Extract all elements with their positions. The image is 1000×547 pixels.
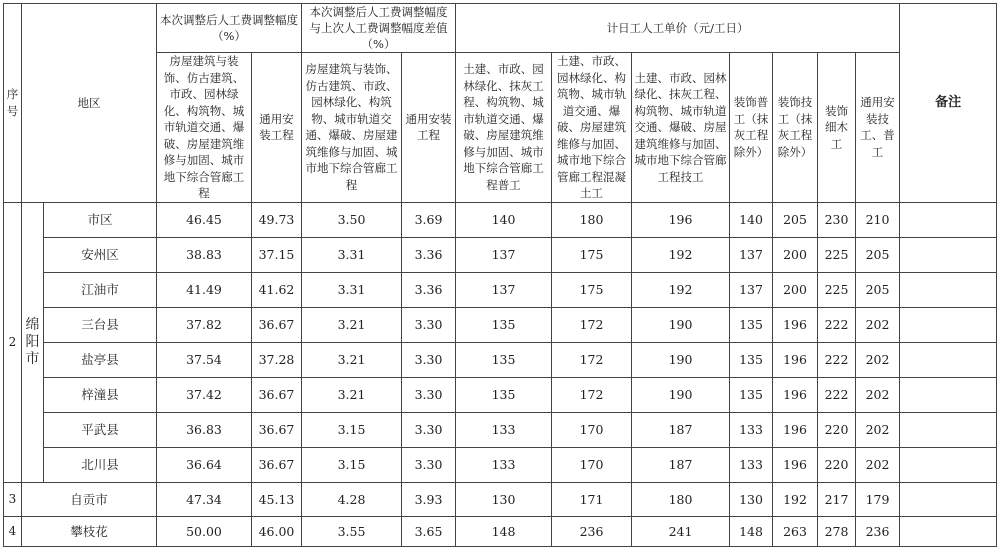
value-cell: 190 xyxy=(632,342,730,377)
value-cell: 3.30 xyxy=(402,377,456,412)
value-cell: 263 xyxy=(773,516,818,546)
value-cell: 202 xyxy=(856,377,900,412)
value-cell: 241 xyxy=(632,516,730,546)
note-cell xyxy=(900,447,997,482)
table-row xyxy=(4,377,997,412)
value-cell: 3.36 xyxy=(402,272,456,307)
value-cell: 170 xyxy=(552,447,632,482)
value-cell: 3.31 xyxy=(302,237,402,272)
value-cell: 135 xyxy=(456,307,552,342)
note-cell xyxy=(900,516,997,546)
subheader-building-rate: 房屋建筑与装饰、仿古建筑、市政、园林绿化、构筑物、城市轨道交通、爆破、房屋建筑维修与加固、城市地下综合管廊工程 xyxy=(157,53,252,203)
region-cell: 梓潼县 xyxy=(44,377,157,412)
value-cell: 46.00 xyxy=(252,516,302,546)
note-cell xyxy=(900,482,997,516)
note-cell xyxy=(900,237,997,272)
seq-cell: 3 xyxy=(4,482,22,516)
note-cell xyxy=(900,307,997,342)
value-cell: 140 xyxy=(730,202,773,237)
value-cell: 37.42 xyxy=(157,377,252,412)
value-cell: 45.13 xyxy=(252,482,302,516)
value-cell: 3.30 xyxy=(402,307,456,342)
value-cell: 47.34 xyxy=(157,482,252,516)
table-row xyxy=(4,516,997,546)
value-cell: 3.93 xyxy=(402,482,456,516)
value-cell: 3.30 xyxy=(402,412,456,447)
table-row xyxy=(4,202,997,237)
value-cell: 140 xyxy=(456,202,552,237)
value-cell: 205 xyxy=(856,272,900,307)
note-cell xyxy=(900,342,997,377)
region-cell: 三台县 xyxy=(44,307,157,342)
subheader-install-diff: 通用安装工程 xyxy=(402,53,456,203)
value-cell: 41.49 xyxy=(157,272,252,307)
subheader-deco-skilled: 装饰技工（抹灰工程除外） xyxy=(773,53,818,203)
value-cell: 3.15 xyxy=(302,412,402,447)
value-cell: 225 xyxy=(818,272,856,307)
value-cell: 205 xyxy=(856,237,900,272)
value-cell: 192 xyxy=(632,272,730,307)
value-cell: 3.30 xyxy=(402,447,456,482)
table-row xyxy=(4,412,997,447)
value-cell: 135 xyxy=(730,377,773,412)
value-cell: 148 xyxy=(456,516,552,546)
value-cell: 135 xyxy=(456,377,552,412)
value-cell: 172 xyxy=(552,307,632,342)
value-cell: 196 xyxy=(773,377,818,412)
table-row xyxy=(4,237,997,272)
value-cell: 135 xyxy=(456,342,552,377)
value-cell: 180 xyxy=(632,482,730,516)
note-cell xyxy=(900,412,997,447)
value-cell: 190 xyxy=(632,307,730,342)
value-cell: 4.28 xyxy=(302,482,402,516)
header-note: 备注 xyxy=(900,4,997,203)
value-cell: 3.15 xyxy=(302,447,402,482)
region-cell: 安州区 xyxy=(44,237,157,272)
value-cell: 37.15 xyxy=(252,237,302,272)
value-cell: 133 xyxy=(456,412,552,447)
value-cell: 3.55 xyxy=(302,516,402,546)
value-cell: 130 xyxy=(730,482,773,516)
header-seq: 序号 xyxy=(4,4,22,203)
value-cell: 196 xyxy=(773,412,818,447)
value-cell: 49.73 xyxy=(252,202,302,237)
subheader-deco-carpenter: 装饰细木工 xyxy=(818,53,856,203)
region-cell: 江油市 xyxy=(44,272,157,307)
value-cell: 222 xyxy=(818,377,856,412)
value-cell: 135 xyxy=(730,342,773,377)
value-cell: 135 xyxy=(730,307,773,342)
value-cell: 205 xyxy=(773,202,818,237)
value-cell: 36.83 xyxy=(157,412,252,447)
value-cell: 37.54 xyxy=(157,342,252,377)
subheader-concrete-worker: 土建、市政、园林绿化、构筑物、城市轨道交通、爆破、房屋建筑维修与加固、城市地下综合管廊工程混凝土工 xyxy=(552,53,632,203)
value-cell: 3.21 xyxy=(302,377,402,412)
labor-cost-table xyxy=(3,3,997,547)
value-cell: 200 xyxy=(773,237,818,272)
value-cell: 3.65 xyxy=(402,516,456,546)
value-cell: 37.82 xyxy=(157,307,252,342)
value-cell: 130 xyxy=(456,482,552,516)
region-cell: 盐亭县 xyxy=(44,342,157,377)
value-cell: 36.67 xyxy=(252,412,302,447)
value-cell: 137 xyxy=(730,237,773,272)
table-row xyxy=(4,342,997,377)
header-region: 地区 xyxy=(22,4,157,203)
value-cell: 278 xyxy=(818,516,856,546)
value-cell: 3.21 xyxy=(302,307,402,342)
value-cell: 202 xyxy=(856,447,900,482)
value-cell: 202 xyxy=(856,342,900,377)
value-cell: 210 xyxy=(856,202,900,237)
subheader-general-worker: 土建、市政、园林绿化、抹灰工程、构筑物、城市轨道交通、爆破、房屋建筑维修与加固、城市地下综合管廊工程普工 xyxy=(456,53,552,203)
value-cell: 222 xyxy=(818,307,856,342)
value-cell: 230 xyxy=(818,202,856,237)
value-cell: 3.31 xyxy=(302,272,402,307)
region-cell: 北川县 xyxy=(44,447,157,482)
region-cell: 平武县 xyxy=(44,412,157,447)
value-cell: 217 xyxy=(818,482,856,516)
value-cell: 3.30 xyxy=(402,342,456,377)
seq-cell: 4 xyxy=(4,516,22,546)
value-cell: 38.83 xyxy=(157,237,252,272)
value-cell: 3.69 xyxy=(402,202,456,237)
value-cell: 190 xyxy=(632,377,730,412)
value-cell: 3.36 xyxy=(402,237,456,272)
value-cell: 202 xyxy=(856,412,900,447)
region-cell: 自贡市 xyxy=(22,482,157,516)
value-cell: 196 xyxy=(773,447,818,482)
header-daywork-price: 计日工人工单价（元/工日） xyxy=(456,4,900,53)
value-cell: 200 xyxy=(773,272,818,307)
value-cell: 192 xyxy=(632,237,730,272)
value-cell: 180 xyxy=(552,202,632,237)
seq-cell: 2 xyxy=(4,202,22,482)
value-cell: 236 xyxy=(856,516,900,546)
city-cell: 绵阳市 xyxy=(22,202,44,482)
value-cell: 137 xyxy=(730,272,773,307)
value-cell: 41.62 xyxy=(252,272,302,307)
subheader-skilled-worker: 土建、市政、园林绿化、抹灰工程、构筑物、城市轨道交通、爆破、房屋建筑维修与加固、城市地下综合管廊工程技工 xyxy=(632,53,730,203)
value-cell: 220 xyxy=(818,447,856,482)
value-cell: 175 xyxy=(552,272,632,307)
note-cell xyxy=(900,272,997,307)
region-cell: 攀枝花 xyxy=(22,516,157,546)
value-cell: 196 xyxy=(632,202,730,237)
region-cell: 市区 xyxy=(44,202,157,237)
value-cell: 46.45 xyxy=(157,202,252,237)
value-cell: 170 xyxy=(552,412,632,447)
value-cell: 50.00 xyxy=(157,516,252,546)
value-cell: 192 xyxy=(773,482,818,516)
table-row xyxy=(4,272,997,307)
note-cell xyxy=(900,377,997,412)
value-cell: 133 xyxy=(456,447,552,482)
value-cell: 133 xyxy=(730,412,773,447)
header-adjust-diff: 本次调整后人工费调整幅度与上次人工费调整幅度差值（%） xyxy=(302,4,456,53)
value-cell: 37.28 xyxy=(252,342,302,377)
value-cell: 3.21 xyxy=(302,342,402,377)
value-cell: 222 xyxy=(818,342,856,377)
table-row xyxy=(4,482,997,516)
value-cell: 196 xyxy=(773,307,818,342)
value-cell: 36.67 xyxy=(252,447,302,482)
value-cell: 171 xyxy=(552,482,632,516)
value-cell: 187 xyxy=(632,412,730,447)
value-cell: 196 xyxy=(773,342,818,377)
value-cell: 133 xyxy=(730,447,773,482)
value-cell: 179 xyxy=(856,482,900,516)
value-cell: 36.64 xyxy=(157,447,252,482)
value-cell: 148 xyxy=(730,516,773,546)
value-cell: 172 xyxy=(552,342,632,377)
header-adjust-rate: 本次调整后人工费调整幅度（%） xyxy=(157,4,302,53)
value-cell: 172 xyxy=(552,377,632,412)
subheader-install-rate: 通用安装工程 xyxy=(252,53,302,203)
value-cell: 137 xyxy=(456,237,552,272)
note-cell xyxy=(900,202,997,237)
value-cell: 137 xyxy=(456,272,552,307)
value-cell: 236 xyxy=(552,516,632,546)
subheader-install-worker: 通用安装技工、普工 xyxy=(856,53,900,203)
subheader-deco-general: 装饰普工（抹灰工程除外） xyxy=(730,53,773,203)
value-cell: 36.67 xyxy=(252,307,302,342)
value-cell: 225 xyxy=(818,237,856,272)
subheader-building-diff: 房屋建筑与装饰、仿古建筑、市政、园林绿化、构筑物、城市轨道交通、爆破、房屋建筑维修与加固、城市地下综合管廊工程 xyxy=(302,53,402,203)
table-row xyxy=(4,307,997,342)
value-cell: 36.67 xyxy=(252,377,302,412)
table-row xyxy=(4,447,997,482)
value-cell: 175 xyxy=(552,237,632,272)
value-cell: 202 xyxy=(856,307,900,342)
value-cell: 220 xyxy=(818,412,856,447)
value-cell: 3.50 xyxy=(302,202,402,237)
value-cell: 187 xyxy=(632,447,730,482)
